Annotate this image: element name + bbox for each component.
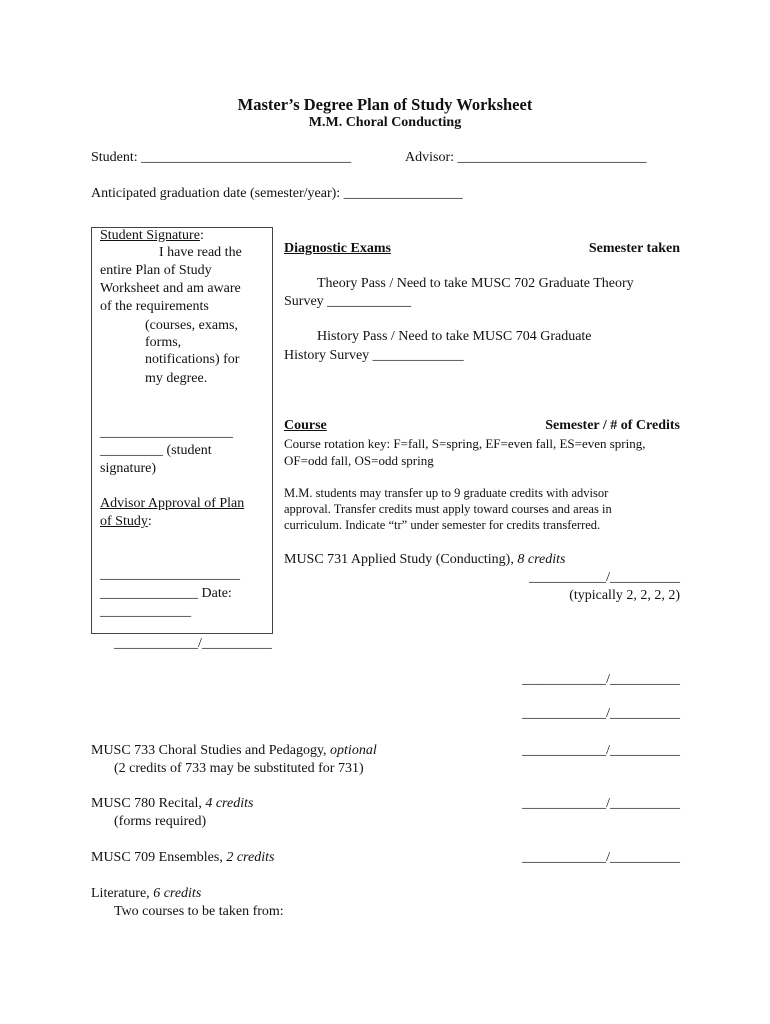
musc780-note: (forms required) xyxy=(114,814,207,829)
literature-course: Literature, 6 credits xyxy=(91,886,202,901)
box-text-line: forms, xyxy=(145,335,182,350)
student-signature-label: signature) xyxy=(100,461,156,476)
rotation-key-text: Course rotation key: F=fall, S=spring, EF=even fall, ES=even spring, xyxy=(284,436,646,451)
box-text-line: of the requirements xyxy=(100,299,209,314)
musc709-course: MUSC 709 Ensembles, 2 credits xyxy=(91,850,275,865)
advisor-date-line[interactable]: ______________ Date: xyxy=(100,586,232,601)
rotation-key-text: OF=odd fall, OS=odd spring xyxy=(284,453,434,468)
advisor-field[interactable]: Advisor: ___________________________ xyxy=(405,150,647,165)
musc731-typical-note: (typically 2, 2, 2, 2) xyxy=(569,588,680,603)
transfer-note-text: M.M. students may transfer up to 9 graduate credits with advisor xyxy=(284,486,609,500)
semester-credit-blank[interactable]: ____________/__________ xyxy=(522,706,680,721)
student-signature-heading: Student Signature: xyxy=(100,228,204,243)
advisor-approval-heading: Advisor Approval of Plan xyxy=(100,496,245,511)
semester-credit-blank[interactable]: ___________/__________ xyxy=(529,570,680,585)
semester-credit-blank[interactable]: ____________/__________ xyxy=(522,743,680,758)
diagnostic-exams-heading: Diagnostic Exams Semester taken xyxy=(284,241,680,256)
advisor-date-line[interactable]: _____________ xyxy=(100,604,191,619)
page-subtitle: M.M. Choral Conducting xyxy=(308,115,462,130)
transfer-note-text: curriculum. Indicate “tr” under semester for credits transferred. xyxy=(284,518,601,532)
advisor-signature-line[interactable]: ____________________ xyxy=(100,567,240,582)
history-exam-line: History Pass / Need to take MUSC 704 Graduate xyxy=(317,329,592,344)
semester-credit-blank[interactable]: ____________/__________ xyxy=(522,672,680,687)
box-text-line: I have read the xyxy=(159,245,242,260)
theory-exam-line: Theory Pass / Need to take MUSC 702 Graduate Theory xyxy=(317,276,634,291)
transfer-note-text: approval. Transfer credits must apply toward courses and areas in xyxy=(284,502,612,516)
box-text-line: my degree. xyxy=(145,371,208,386)
student-signature-line[interactable]: ___________________ xyxy=(100,425,233,440)
musc733-note: (2 credits of 733 may be substituted for 731) xyxy=(114,761,364,776)
student-signature-line[interactable]: _________ (student xyxy=(100,443,212,458)
literature-note: Two courses to be taken from: xyxy=(114,904,284,919)
semester-credit-blank[interactable]: ____________/__________ xyxy=(114,636,272,651)
graduation-date-field[interactable]: Anticipated graduation date (semester/year): _________________ xyxy=(91,186,463,201)
page-title: Master’s Degree Plan of Study Worksheet xyxy=(237,95,533,114)
musc733-course: MUSC 733 Choral Studies and Pedagogy, optional xyxy=(91,743,377,758)
advisor-approval-heading: of Study: xyxy=(100,514,152,529)
semester-credit-blank[interactable]: ____________/__________ xyxy=(522,850,680,865)
semester-credit-blank[interactable]: ____________/__________ xyxy=(522,796,680,811)
box-text-line: (courses, exams, xyxy=(145,318,238,333)
box-text-line: Worksheet and am aware xyxy=(100,281,241,296)
course-heading: Course Semester / # of Credits xyxy=(284,418,680,433)
box-text-line: entire Plan of Study xyxy=(100,263,212,278)
musc731-course: MUSC 731 Applied Study (Conducting), 8 credits xyxy=(284,552,566,567)
theory-exam-survey-line[interactable]: Survey ____________ xyxy=(284,294,412,309)
history-exam-survey-line[interactable]: History Survey _____________ xyxy=(284,348,464,363)
box-text-line: notifications) for xyxy=(145,352,240,367)
student-field[interactable]: Student: ______________________________ xyxy=(91,150,352,165)
musc780-course: MUSC 780 Recital, 4 credits xyxy=(91,796,254,811)
